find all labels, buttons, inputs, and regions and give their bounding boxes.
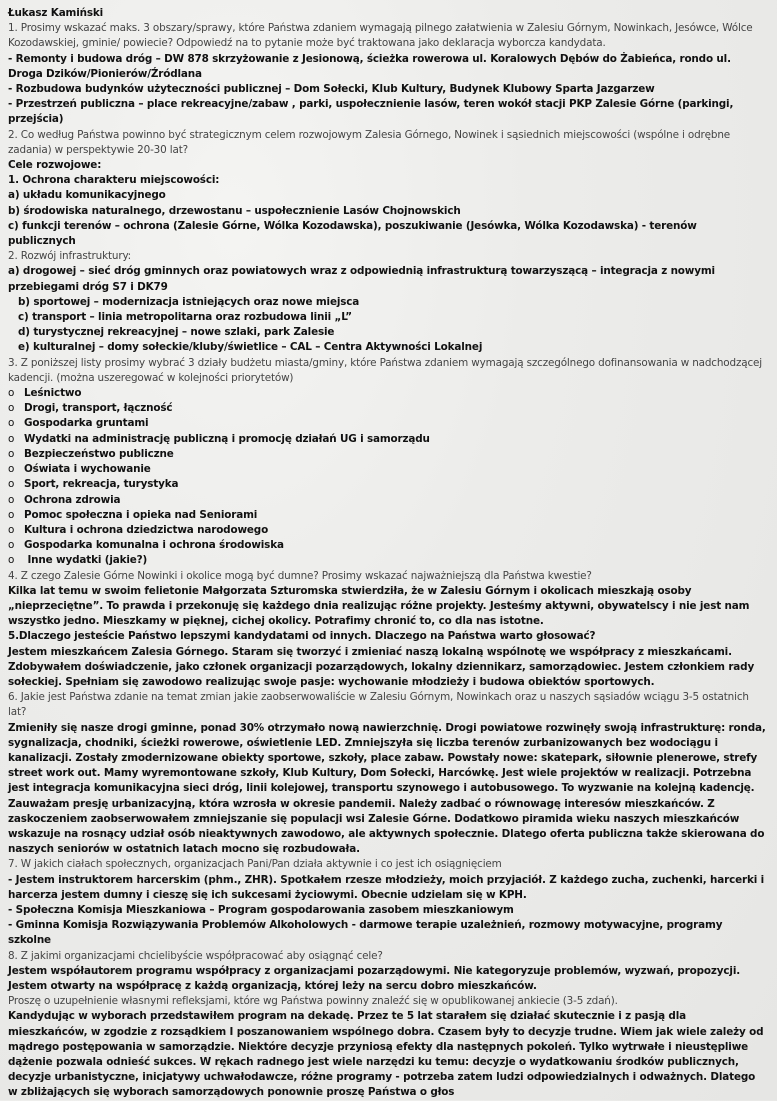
author-name: Łukasz Kamiński xyxy=(8,7,104,19)
question-8: 8. Z jakimi organizacjami chcielibyście współpracować aby osiągnąć cele? xyxy=(8,949,383,962)
answer-8: Jestem współautorem programu współpracy z organizacjami pozarządowymi. Nie kategoryzuje problemów, wyzwań, propozycji. Jestem otwarty na współpracę z każdą organizacją, której leży na sercu dobro mieszkańców. xyxy=(8,964,741,992)
question-1: 1. Prosimy wskazać maks. 3 obszary/sprawy, które Państwa zdaniem wymagają pilnego załatwienia w Zalesiu Górnym, Nowinkach, Jesówce, Wólce Kozodawskiej, gminie/ powiecie? Odpowiedź na to pytanie może być traktowana jako deklaracja wyborcza kandydata. xyxy=(8,22,753,50)
answer-9: Kandydując w wyborach przedstawiłem program na dekadę. Przez te 5 lat starałem się działać skutecznie i z pasją dla mieszkańców, w zgodzie z rozsądkiem I poszanowaniem wspólnego dobra. Czasem były to decyzje trudne. Wiem jak wiele zależy od mądrego postępowania w samorządzie. Niektóre decyzje przyniosą efekty dla następnych pokoleń. Tylko wytrwałe i nieustępliwe dążenie pozwala odnieść sukces. W rękach radnego jest wiele narzędzi ku temu: decyzje o wydatkowaniu środków publicznych, decyzje urbanistyczne, inicjatywy uchwałodawcze, różne programy - potrzeba zatem ludzi odpowiedzialnych i odważnych. Dlatego w zbliżających się wyborach samorządowych ponownie proszę Państwa o głos xyxy=(8,1010,764,1099)
bullet-icon: o xyxy=(8,432,15,445)
budget-option xyxy=(8,538,767,553)
bullet-icon: o xyxy=(8,508,15,521)
question-3: 3. Z poniższej listy prosimy wybrać 3 działy budżetu miasta/gminy, które Państwa zdaniem wymagają szczególnego dofinansowania w nadchodzącej kadencji. (można uszeregować w kolejności priorytetów) xyxy=(8,356,763,384)
question-6: 6. Jakie jest Państwa zdanie na temat zmian jakie zaobserwowaliście w Zalesiu Górnym, Nowinkach oraz u naszych sąsiadów wciągu 3-5 ostatnich lat? xyxy=(8,691,749,719)
budget-option-label: Kultura i ochrona dziedzictwa narodowego xyxy=(24,523,269,536)
answer-2-item: b) sportowej – modernizacja istniejących oraz nowe miejsca xyxy=(18,295,360,308)
bullet-icon: o xyxy=(8,417,15,430)
answer-2-item: b) środowiska naturalnego, drzewostanu – uspołecznienie Lasów Chojnowskich xyxy=(8,204,461,217)
budget-option-label: Oświata i wychowanie xyxy=(24,463,151,476)
answer-1-item: - Przestrzeń publiczna – place rekreacyjne/zabaw , parki, uspołecznienie lasów, teren wokół stacji PKP Zalesie Górne (parkingi, przejścia) xyxy=(8,98,734,126)
bullet-icon: o xyxy=(8,493,15,506)
answer-1-item: - Remonty i budowa dróg – DW 878 skrzyżowanie z Jesionową, ścieżka rowerowa ul. Koralowych Dębów do Żabieńca, rondo ul. Droga Dzików/Pionierów/Źródlana xyxy=(8,52,731,80)
budget-option xyxy=(8,493,767,508)
answer-2-section-2: 2. Rozwój infrastruktury: xyxy=(8,250,132,263)
question-7: 7. W jakich ciałach społecznych, organizacjach Pani/Pan działa aktywnie i co jest ich osiągnięciem xyxy=(8,858,502,871)
budget-option-label: Inne wydatki (jakie?) xyxy=(24,554,148,567)
bullet-icon: o xyxy=(8,539,15,552)
budget-option-label: Gospodarka gruntami xyxy=(24,417,149,430)
budget-option-label: Ochrona zdrowia xyxy=(24,493,121,506)
budget-option xyxy=(8,432,767,447)
answer-2 xyxy=(8,158,767,356)
budget-option xyxy=(8,447,767,462)
budget-option xyxy=(8,553,767,568)
budget-option xyxy=(8,462,767,477)
bullet-icon: o xyxy=(8,478,15,491)
answer-6: Zmieniły się nasze drogi gminne, ponad 30% otrzymało nową nawierzchnię. Drogi powiatowe rozwinęły swoją infrastrukturę: ronda, sygnalizacja, chodniki, ścieżki rowerowe, oświetlenie LED. Zmniejszyła się liczba terenów zurbanizowanych bez wodociągu i kanalizacji. Zostały zmodernizowane obiekty sportowe, szkoły, place zabaw. Powstały nowe: skatepark, siłownie plenerowe, strefy street work out. Mamy wyremontowane szkoły, Klub Kultury, Dom Sołecki, Harcówkę. Jest wiele projektów w realizacji. Potrzebna jest integracja komunikacyjna sieci dróg, linii kolejowej, transportu szynowego i autobusowego. To wyzwanie na kolejną kadencję. Zauważam presję urbanizacyjną, która wzrosła w okresie pandemii. Należy zadbać o równowagę interesów mieszkańców. Z zaskoczeniem zaobserwowałem zmniejszanie się populacji wsi Zalesie Górne. Dodatkowo piramida wieku naszych mieszkańców wskazuje na rosnący udział osób nieaktywnych zawodowo, ale aktywnych społecznie. Dlatego oferta publiczna także skierowana do naszych seniorów w ostatnich latach mocno się rozbudowała. xyxy=(8,721,766,856)
answer-2-item: a) układu komunikacyjnego xyxy=(8,189,166,202)
budget-option xyxy=(8,401,767,416)
budget-option-label: Drogi, transport, łączność xyxy=(24,402,173,415)
bullet-icon: o xyxy=(8,447,15,460)
bullet-icon: o xyxy=(8,387,15,400)
answer-2-item: a) drogowej – sieć dróg gminnych oraz powiatowych wraz z odpowiednią infrastrukturą towarzyszącą – integracja z nowymi przebiegami dróg S7 i DK79 xyxy=(8,265,715,293)
question-5: 5.Dlaczego jesteście Państwo lepszymi kandydatami od innych. Dlaczego na Państwa warto głosować? xyxy=(8,630,596,643)
budget-option-label: Gospodarka komunalna i ochrona środowiska xyxy=(24,539,284,552)
answer-1-item: - Rozbudowa budynków użyteczności publicznej – Dom Sołecki, Klub Kultury, Budynek Klubowy Sparta Jazgarzew xyxy=(8,83,655,96)
question-4: 4. Z czego Zalesie Górne Nowinki i okolice mogą być dumne? Prosimy wskazać najważniejszą dla Państwa kwestie? xyxy=(8,569,592,582)
budget-option-label: Pomoc społeczna i opieka nad Seniorami xyxy=(24,508,258,521)
bullet-icon: o xyxy=(8,402,15,415)
bullet-icon: o xyxy=(8,554,15,567)
answer-2-item: c) transport – linia metropolitarna oraz rozbudowa linii „L” xyxy=(18,311,352,324)
answer-7-item: - Gminna Komisja Rozwiązywania Problemów Alkoholowych - darmowe terapie uzależnień, rozmowy motywacyjne, programy szkolne xyxy=(8,919,723,947)
answer-2-heading: Cele rozwojowe: xyxy=(8,159,102,172)
question-2: 2. Co według Państwa powinno być strategicznym celem rozwojowym Zalesia Górnego, Nowinek i sąsiednich miejscowości (wspólne i odrębne zadania) w perspektywie 20-30 lat? xyxy=(8,128,731,156)
budget-option-label: Wydatki na administrację publiczną i promocję działań UG i samorządu xyxy=(24,432,430,445)
answer-1 xyxy=(8,52,767,128)
budget-option-label: Leśnictwo xyxy=(24,387,82,400)
bullet-icon: o xyxy=(8,523,15,536)
budget-option xyxy=(8,477,767,492)
answer-5: Jestem mieszkańcem Zalesia Górnego. Staram się tworzyć i zmieniać naszą lokalną wspólnotę we współpracy z mieszkańcami. Zdobywałem doświadczenie, jako członek organizacji pozarządowych, lokalny dziennikarz, samorządowiec. Jestem członkiem rady sołeckiej. Spełniam się zawodowo realizując swoje pasje: wychowanie młodzieży i budowa obiektów sportowych. xyxy=(8,645,755,688)
answer-2-section-1: 1. Ochrona charakteru miejscowości: xyxy=(8,174,220,187)
question-9: Proszę o uzupełnienie własnymi refleksjami, które wg Państwa powinny znaleźć się w opublikowanej ankiecie (3-5 zdań). xyxy=(8,995,618,1008)
budget-option xyxy=(8,508,767,523)
answer-7-item: - Jestem instruktorem harcerskim (phm., ZHR). Spotkałem rzesze młodzieży, moich przyjaciół. Z każdego zucha, zuchenki, harcerki i harcerza jestem dumny i cieszę się ich sukcesami życiowymi. Obecnie udzielam się w KPH. xyxy=(8,873,765,901)
budget-options-list xyxy=(8,386,767,568)
budget-option xyxy=(8,416,767,431)
answer-2-item: c) funkcji terenów – ochrona (Zalesie Górne, Wólka Kozodawska), poszukiwanie (Jesówka, Wólka Kozodawska) - terenów publicznych xyxy=(8,219,697,248)
answer-7 xyxy=(8,873,767,949)
answer-4: Kilka lat temu w swoim felietonie Małgorzata Szturomska stwierdziła, że w Zalesiu Górnym i okolicach mieszkają osoby „nieprzeciętne”. To prawda i przekonuję się każdego dnia realizując różne projekty. Jesteśmy aktywni, obywatelscy i nie jest nam wszystko jedno. Mieszkamy w pięknej, cichej okolicy. Potrafimy chronić to, co dla nas istotne. xyxy=(8,584,750,628)
budget-option-label: Sport, rekreacja, turystyka xyxy=(24,478,179,491)
budget-option xyxy=(8,523,767,538)
answer-7-item: - Społeczna Komisja Mieszkaniowa – Program gospodarowania zasobem mieszkaniowym xyxy=(8,903,514,916)
budget-option xyxy=(8,386,767,401)
answer-2-item: d) turystycznej rekreacyjnej – nowe szlaki, park Zalesie xyxy=(18,326,335,339)
budget-option-label: Bezpieczeństwo publiczne xyxy=(24,447,174,460)
bullet-icon: o xyxy=(8,463,15,476)
answer-2-item: e) kulturalnej – domy sołeckie/kluby/świetlice – CAL – Centra Aktywności Lokalnej xyxy=(18,341,483,354)
